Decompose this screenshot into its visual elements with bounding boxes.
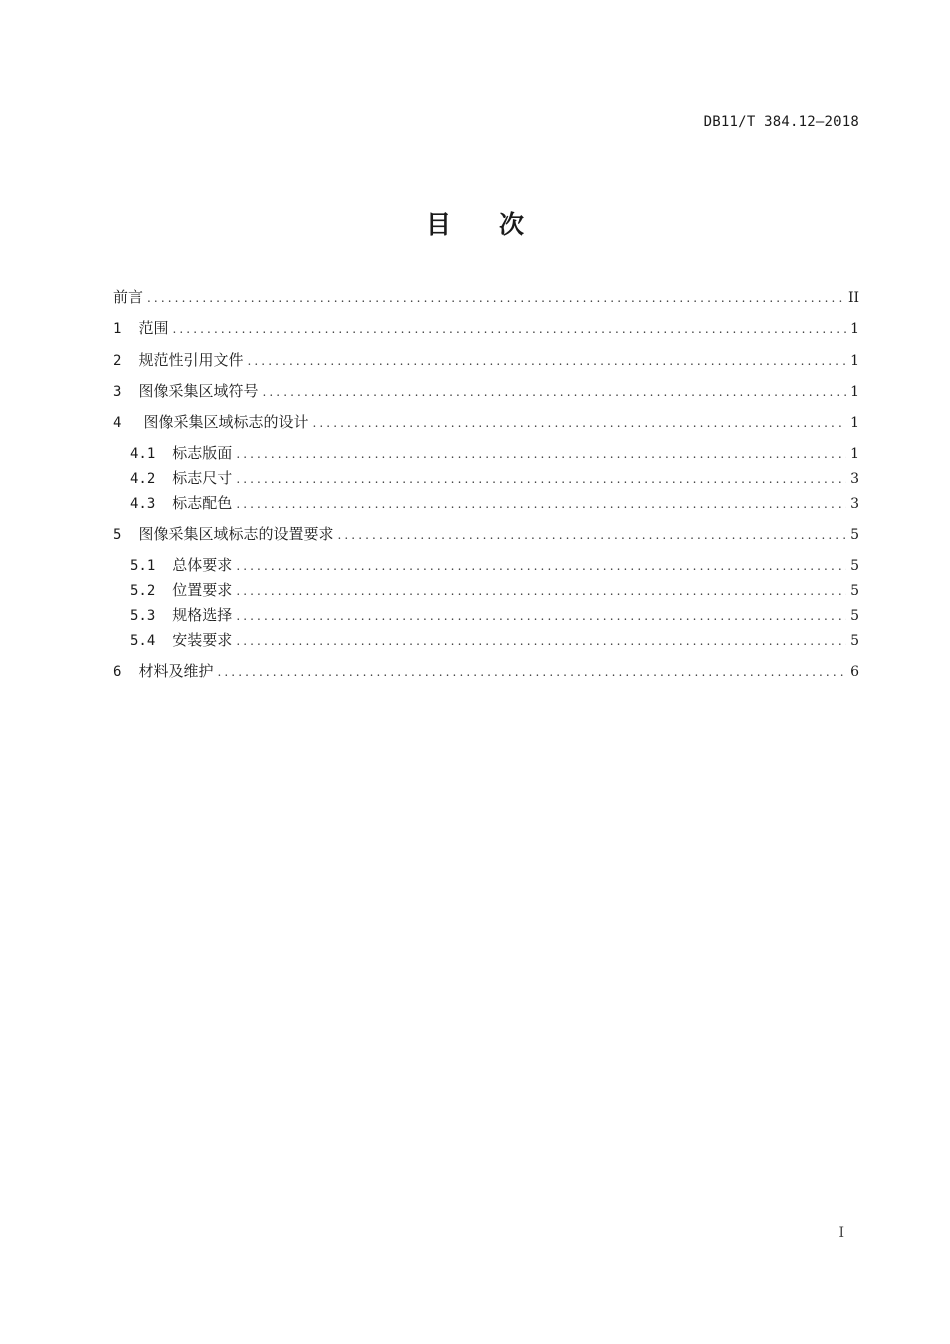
- toc-entry-number: 4.2: [130, 471, 156, 487]
- toc-entry-4-1[interactable]: [130, 442, 859, 464]
- toc-leader-dots: [236, 555, 846, 577]
- toc-leader-dots: [312, 412, 846, 434]
- page-title-char-2: 次: [499, 210, 525, 239]
- toc-entry-page: 3: [850, 471, 859, 487]
- toc-entry-title: 图像采集区域标志的设计: [143, 413, 309, 431]
- toc-entry-title: 图像采集区域符号: [138, 382, 259, 400]
- toc-leader-dots: [172, 318, 846, 340]
- page-title: [0, 205, 950, 241]
- page-number: I: [838, 1225, 844, 1241]
- toc-entry-title: 图像采集区域标志的设置要求: [138, 525, 334, 543]
- toc-entry-number: 1: [113, 321, 122, 337]
- toc-entry-page: 5: [850, 608, 859, 624]
- toc-entry-4[interactable]: [113, 411, 859, 433]
- toc-entry-page: 1: [850, 353, 859, 369]
- toc-entry-page: 1: [850, 384, 859, 400]
- toc-entry-3[interactable]: [113, 380, 859, 402]
- toc-entry-foreword[interactable]: [113, 286, 859, 308]
- toc-leader-dots: [236, 493, 846, 515]
- toc-entry-page: 1: [850, 321, 859, 337]
- toc-entry-page: 5: [850, 633, 859, 649]
- toc-leader-dots: [236, 443, 846, 465]
- toc-entry-5-4[interactable]: [130, 629, 859, 651]
- toc-entry-title: 总体要求: [172, 556, 233, 574]
- toc-entry-number: 5.1: [130, 558, 156, 574]
- toc-leader-dots: [236, 630, 846, 652]
- toc-entry-1[interactable]: [113, 317, 859, 339]
- toc-entry-4-2[interactable]: [130, 467, 859, 489]
- toc-entry-5-2[interactable]: [130, 579, 859, 601]
- toc-entry-number: 4: [113, 415, 122, 431]
- toc-leader-dots: [262, 381, 846, 403]
- toc-entry-5-1[interactable]: [130, 554, 859, 576]
- toc-entry-title: 位置要求: [172, 581, 233, 599]
- toc-entry-number: 3: [113, 384, 122, 400]
- toc-entry-page: 5: [850, 527, 859, 543]
- toc-entry-title: 规格选择: [172, 606, 233, 624]
- toc-entry-title: 材料及维护: [138, 662, 214, 680]
- toc-leader-dots: [147, 287, 844, 309]
- toc-entry-title: 规范性引用文件: [138, 351, 244, 369]
- toc-entry-number: 4.3: [130, 496, 156, 512]
- toc-entry-2[interactable]: [113, 349, 859, 371]
- toc-leader-dots: [247, 350, 846, 372]
- toc-entry-title: 前言: [113, 288, 144, 306]
- toc-entry-number: 5.4: [130, 633, 156, 649]
- toc-entry-title: 标志配色: [172, 494, 233, 512]
- toc-entry-number: 6: [113, 664, 122, 680]
- toc-leader-dots: [236, 468, 846, 490]
- toc-leader-dots: [337, 524, 846, 546]
- toc-entry-number: 4.1: [130, 446, 156, 462]
- toc-entry-6[interactable]: [113, 660, 859, 682]
- toc-entry-page: 5: [850, 558, 859, 574]
- page-title-char-1: 目: [425, 210, 451, 239]
- toc-entry-number: 5.3: [130, 608, 156, 624]
- toc-entry-5[interactable]: [113, 523, 859, 545]
- toc-entry-title: 范围: [138, 319, 169, 337]
- toc-entry-page: 6: [850, 664, 859, 680]
- toc-entry-page: 5: [850, 583, 859, 599]
- toc-entry-number: 5: [113, 527, 122, 543]
- toc-entry-page: II: [847, 290, 859, 306]
- toc-entry-title: 标志尺寸: [172, 469, 233, 487]
- document-code: DB11/T 384.12—2018: [703, 114, 859, 130]
- toc-entry-4-3[interactable]: [130, 492, 859, 514]
- toc-leader-dots: [217, 661, 846, 683]
- toc-entry-5-3[interactable]: [130, 604, 859, 626]
- toc-leader-dots: [236, 580, 846, 602]
- toc-entry-number: 5.2: [130, 583, 156, 599]
- toc-entry-page: 1: [850, 415, 859, 431]
- toc-leader-dots: [236, 605, 846, 627]
- toc-entry-title: 安装要求: [172, 631, 233, 649]
- toc-entry-page: 3: [850, 496, 859, 512]
- toc-entry-number: 2: [113, 353, 122, 369]
- toc-entry-title: 标志版面: [172, 444, 233, 462]
- toc-entry-page: 1: [850, 446, 859, 462]
